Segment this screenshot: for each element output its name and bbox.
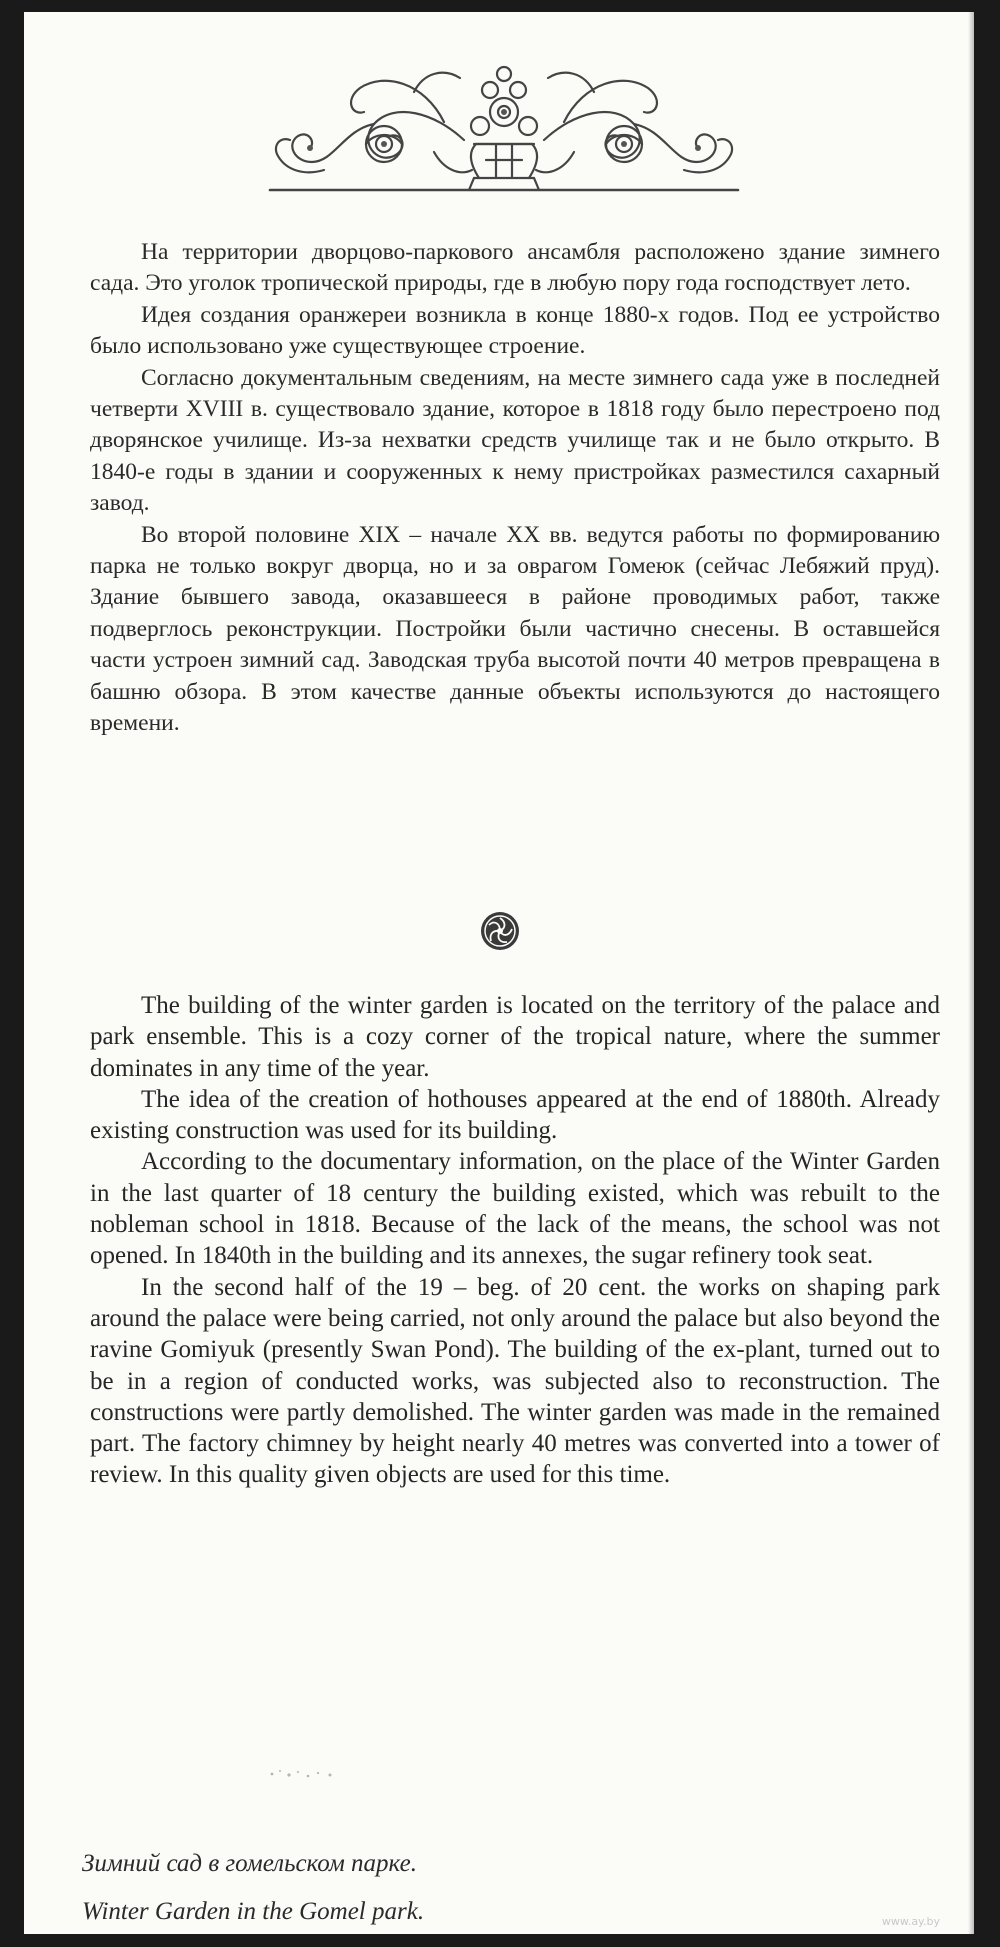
en-paragraph-2: The idea of the creation of hothouses appeared at the end of 1880th. Already existing construction was used for its building. [90,1085,940,1145]
ru-paragraph-4: Во второй половине XIX – начале XX вв. ведутся работы по формированию парка не только вокруг дворца, но и за оврагом Гомеюк (сейчас Лебяжий пруд). Здание бывшего завода, оказавшееся в районе проводимых работ, также подверглось реконструкции. Постройки были частично снесены. В оставшейся части устроен зимний сад. Заводская труба высотой почти 40 метров превращена в башню обзора. В этом качестве данные объекты используются до настоящего времени. [90,521,940,737]
watermark: www.ay.by [881,1915,940,1928]
document-page [24,12,974,1934]
ru-paragraph-3: Согласно документальным сведениям, на месте зимнего сада уже в последней четверти XVIII в. существовало здание, которое в 1818 году было перестроено под дворянское училище. Из-за нехватки средств училище так и не было открыто. В 1840-е годы в здании и сооруженных к нему пристройках разместился сахарный завод. [90,364,940,517]
ru-paragraph-2: Идея создания оранжереи возникла в конце 1880-х годов. Под ее устройство было использовано уже существующее строение. [90,301,940,360]
russian-text-block [90,237,940,740]
caption-english: Winter Garden in the Gomel park. [82,1898,425,1925]
en-paragraph-3: According to the documentary information, on the place of the Winter Garden in the last quarter of 18 century the building existed, which was rebuilt to the nobleman school in 1818. Because of the lack of the means, the school was not opened. In 1840th in the building and its annexes, the sugar refinery took seat. [90,1148,940,1270]
english-text-block [90,990,940,1491]
print-specks [264,1764,344,1784]
caption-russian: Зимний сад в гомельском парке. [82,1850,417,1877]
ru-paragraph-1: На территории дворцово-паркового ансамбля расположено здание зимнего сада. Это уголок тропической природы, где в любую пору года господствует лето. [90,239,940,297]
en-paragraph-4: In the second half of the 19 – beg. of 20 cent. the works on shaping park around the palace were being carried, not only around the palace but also beyond the ravine Gomiyuk (presently Swan Pond). The building of the ex-plant, turned out to be in a region of conducted works, was subjected also to reconstruction. The constructions were partly demolished. The winter garden was made in the remained part. The factory chimney by height nearly 40 metres was converted into a tower of review. In this quality given objects are used for this time. [90,1273,940,1489]
vase-scroll-ornament-icon [264,52,744,202]
en-paragraph-1: The building of the winter garden is located on the territory of the palace and park ensemble. This is a cozy corner of the tropical nature, where the summer dominates in any time of the year. [90,992,940,1082]
rosette-icon [479,910,521,952]
